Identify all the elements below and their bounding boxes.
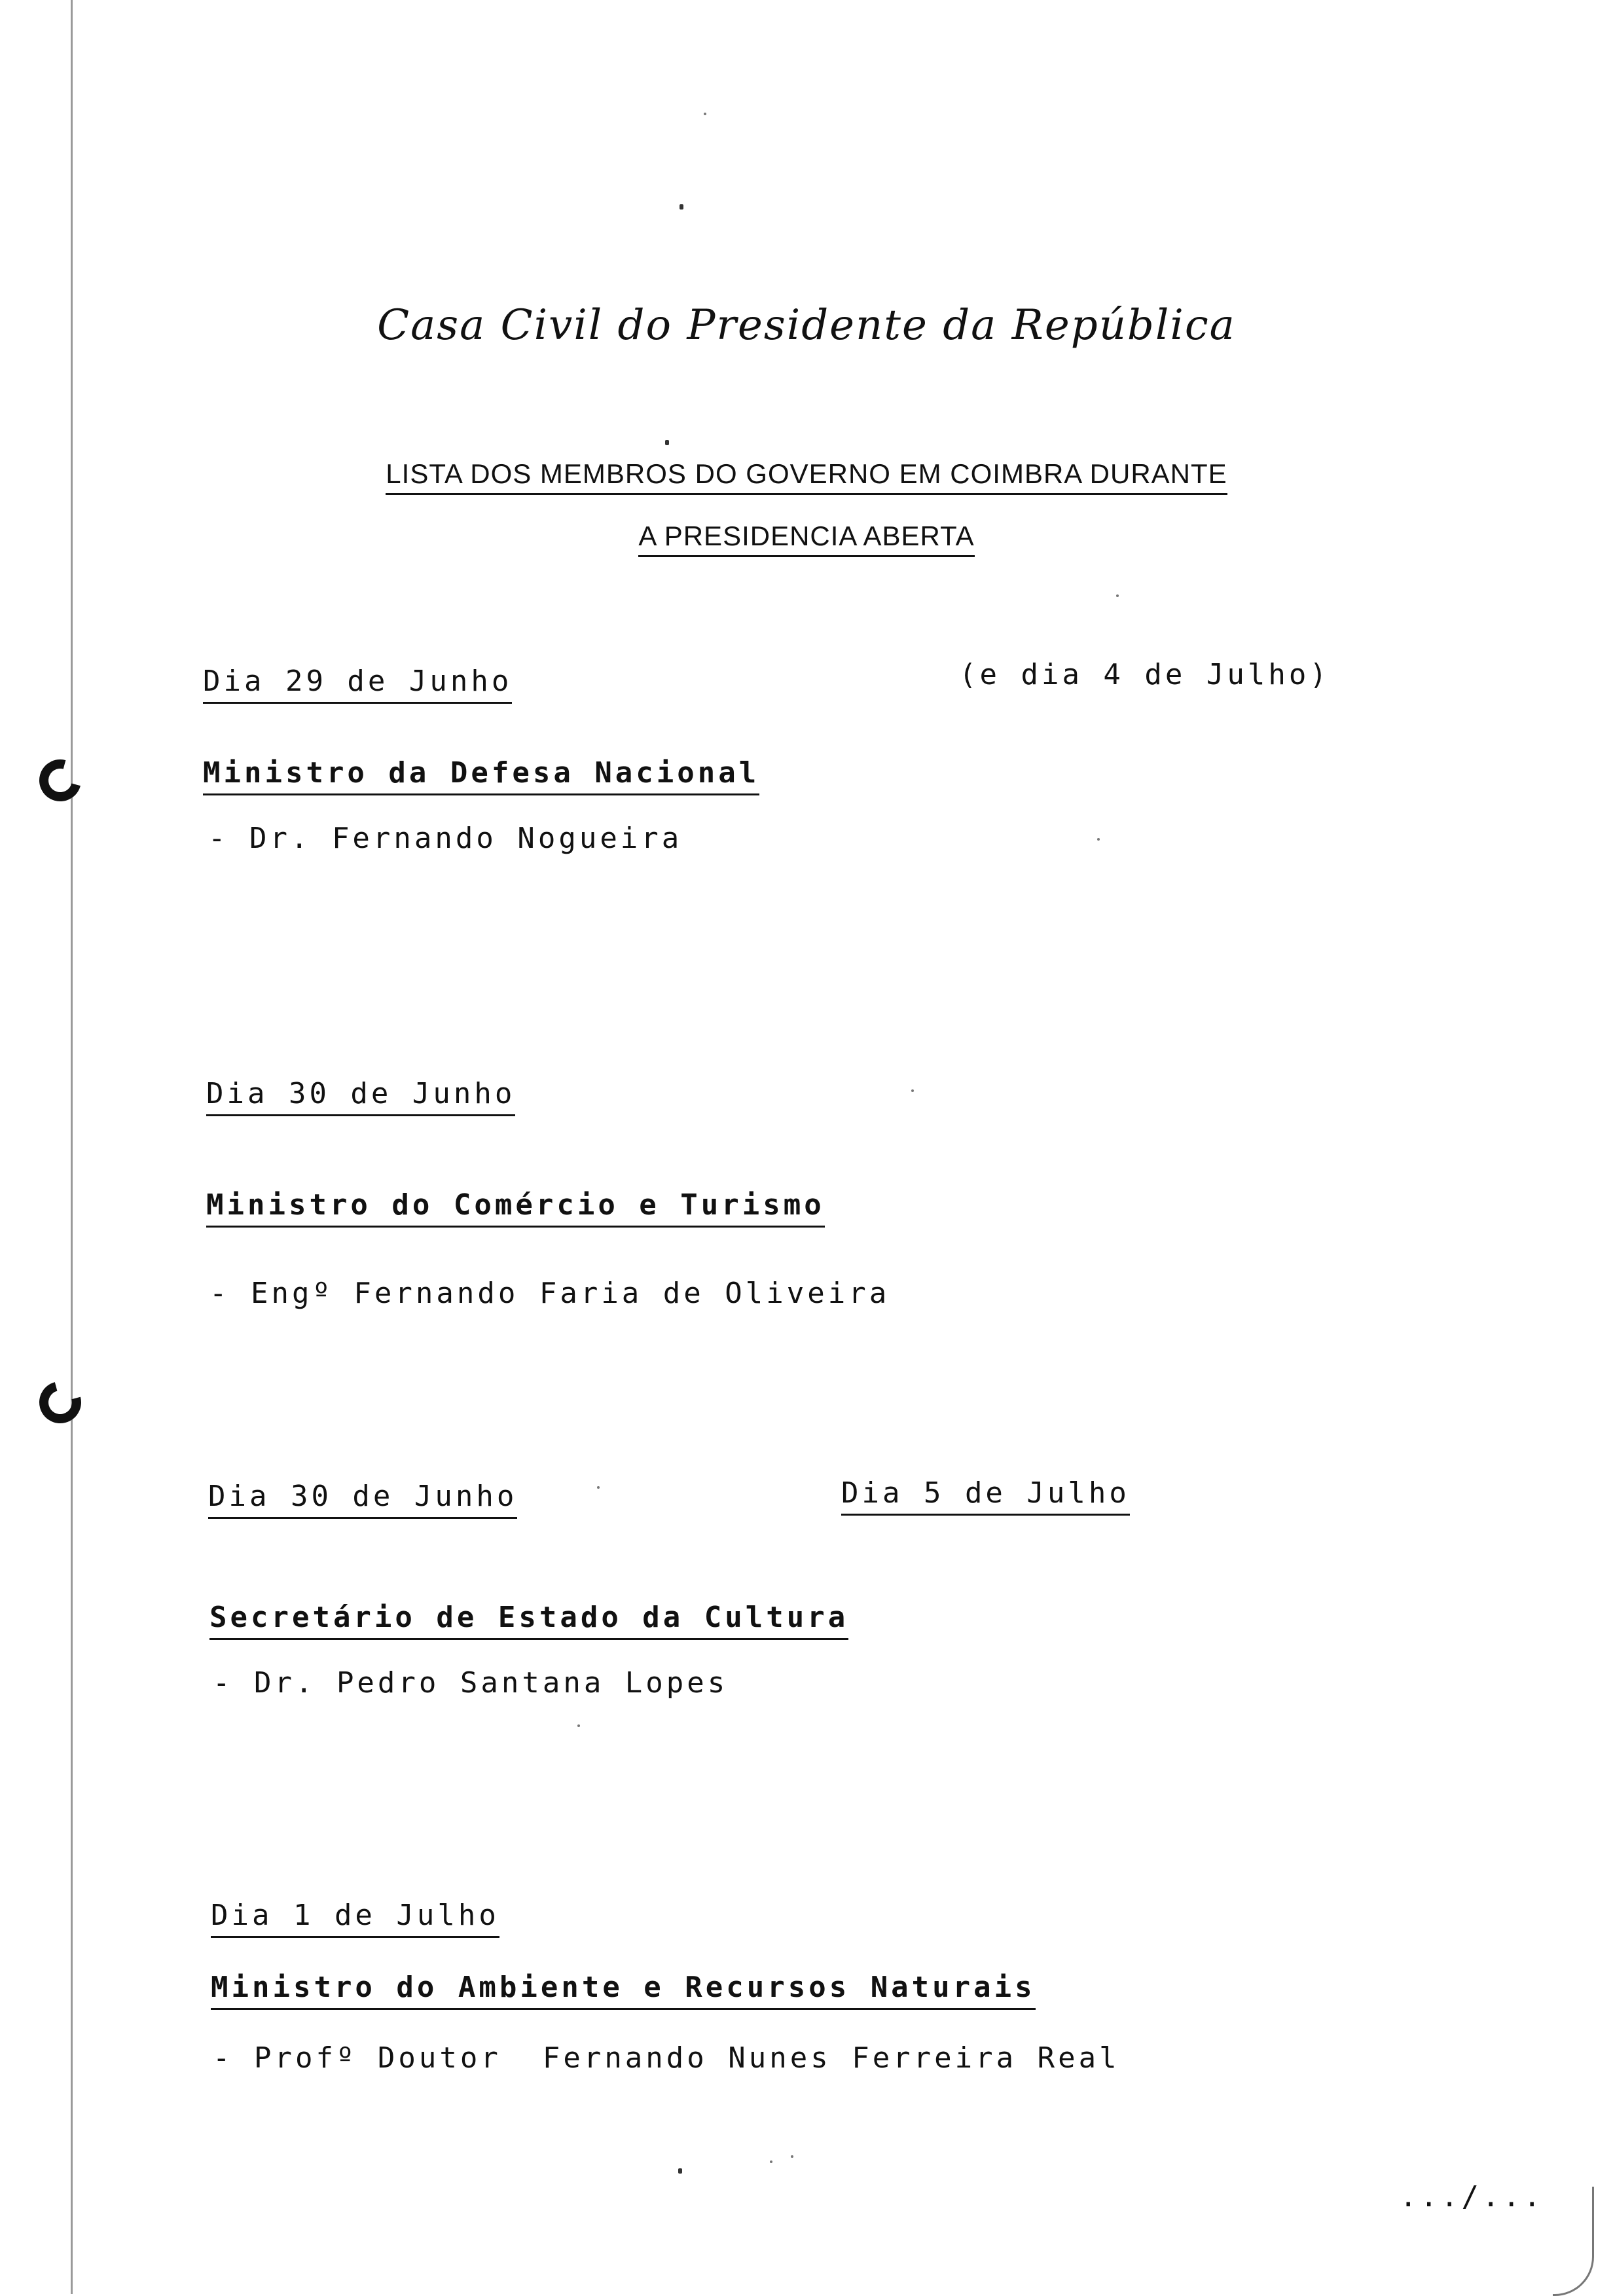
scan-speck: [911, 1089, 914, 1092]
document-title-line-2: A PRESIDENCIA ABERTA: [638, 520, 974, 557]
scan-speck: [1097, 838, 1100, 841]
scan-speck: [678, 2168, 682, 2174]
letterhead: Casa Civil do Presidente da República: [377, 301, 1236, 350]
document-title: [0, 458, 1613, 490]
scan-speck: [577, 1724, 580, 1727]
scan-speck: [665, 440, 669, 445]
scan-speck: [597, 1486, 600, 1489]
scan-speck: [680, 204, 683, 210]
continuation-mark: .../...: [1400, 2180, 1544, 2214]
punch-hole-mark: [31, 1374, 88, 1430]
scan-speck: [791, 2155, 793, 2158]
section-person: - Profº Doutor Fernando Nunes Ferreira Real: [213, 2041, 1120, 2075]
section-date: Dia 30 de Junho: [206, 1077, 515, 1110]
section-person: - Dr. Fernando Nogueira: [208, 822, 683, 855]
document-subtitle: [0, 520, 1613, 552]
document-title-line-1: LISTA DOS MEMBROS DO GOVERNO EM COIMBRA DURANTE: [386, 458, 1227, 495]
section-role: Ministro do Ambiente e Recursos Naturais: [211, 1971, 1036, 2004]
scan-speck: [1116, 594, 1119, 597]
section-role: Ministro da Defesa Nacional: [203, 756, 759, 790]
section-person: - Dr. Pedro Santana Lopes: [213, 1666, 729, 1700]
section-date: Dia 29 de Junho: [203, 665, 512, 698]
section-date-extra: (e dia 4 de Julho): [959, 658, 1330, 691]
page-corner-curl: [1553, 2187, 1594, 2296]
punch-hole-mark: [31, 752, 88, 809]
section-date-extra: Dia 5 de Julho: [841, 1476, 1130, 1510]
section-person: - Engº Fernando Faria de Oliveira: [209, 1277, 890, 1310]
scan-speck: [770, 2160, 772, 2163]
section-role: Secretário de Estado da Cultura: [209, 1601, 848, 1634]
section-date: Dia 30 de Junho: [208, 1480, 517, 1513]
scan-speck: [704, 113, 706, 115]
section-date: Dia 1 de Julho: [211, 1899, 499, 1932]
section-role: Ministro do Comércio e Turismo: [206, 1188, 825, 1222]
